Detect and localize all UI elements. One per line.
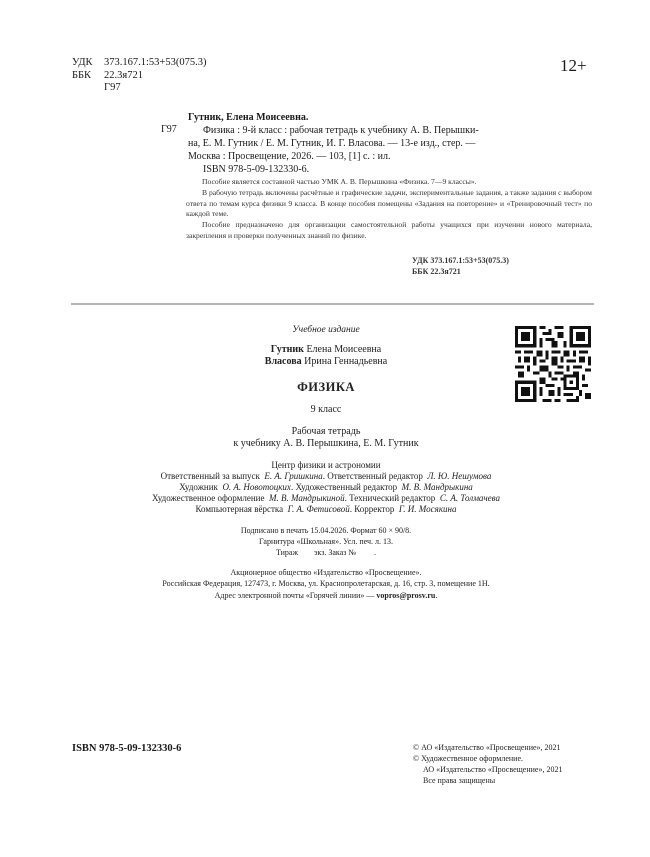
copyright-line: © Художественное оформление. (413, 754, 524, 763)
print-info (110, 525, 542, 558)
classification-block (72, 57, 206, 95)
copyright-line: Все права защищены (423, 776, 496, 785)
subtitle: к учебнику А. В. Перышкина, Е. М. Гутник (233, 438, 419, 449)
staff-credits (110, 460, 542, 515)
department: Центр физики и астрономии (271, 460, 381, 470)
staff-line: Художественное оформление М. В. Мандрыкиной. Технический редактор С. А. Толмачева (152, 493, 500, 503)
description-line: на, Е. М. Гутник / Е. М. Гутник, И. Г. Власова. — 13-е изд., стер. — (188, 138, 476, 149)
divider (71, 303, 594, 305)
subtitle-block (110, 426, 542, 450)
imprint (110, 325, 542, 600)
biblio-code: Г97 (161, 124, 177, 135)
author-line (110, 344, 542, 356)
email-link[interactable]: vopros@prosv.ru (376, 591, 436, 600)
grade: 9 класс (310, 404, 342, 415)
age-rating: 12+ (560, 56, 587, 75)
bibliographic-record (188, 111, 592, 176)
print-line: Тираж экз. Заказ № . (275, 548, 377, 557)
biblio-isbn: ISBN 978-5-09-132330-6. (203, 164, 310, 175)
publisher-info (110, 567, 542, 589)
author-surname: Гутник (270, 344, 304, 355)
annotation-paragraph: Пособие является составной частью УМК А. В. Перышкина «Физика. 7—9 классы». (202, 177, 477, 186)
footer-isbn: ISBN 978-5-09-132330-6 (72, 743, 182, 754)
annotation-bbk: ББК 22.3я721 (412, 267, 461, 276)
staff-line: Художник О. А. Новотоцких. Художественный редактор М. В. Мандрыкина (179, 482, 473, 492)
staff-line: Ответственный за выпуск Е. А. Гришкина. Ответственный редактор Л. Ю. Нешумова (160, 471, 492, 481)
subtitle: Рабочая тетрадь (291, 426, 361, 437)
book-title: ФИЗИКА (297, 380, 355, 394)
author-surname: Власова (264, 356, 302, 367)
annotation-paragraph: В рабочую тетрадь включены расчётные и графические задачи, экспериментальные задания, а также задания с выбором ответа по темам курса физики 9 класса. В конце пособия помещены «Задания на повторение» и «Тренировочный тест» по каждой теме. (186, 187, 592, 219)
udk-value: 373.167.1:53+53(075.3) (104, 57, 207, 68)
copyright-line: © АО «Издательство «Просвещение», 2021 (413, 743, 561, 752)
publisher-address: Российская Федерация, 127473, г. Москва, ул. Краснопролетарская, д. 16, стр. 3, помещение 1Н. (162, 579, 490, 588)
bbk-label: ББК (72, 69, 92, 81)
edition-type: Учебное издание (292, 325, 360, 335)
description-line: Москва : Просвещение, 2026. — 103, [1] с. : ил. (188, 151, 391, 162)
annotation (186, 177, 592, 242)
bbk-value: 22.3я721 (104, 69, 143, 81)
author-name: Елена Моисеевна (306, 344, 382, 355)
author-heading: Гутник, Елена Моисеевна. (188, 112, 309, 123)
description-line: Физика : 9-й класс : рабочая тетрадь к учебнику А. В. Перышки- (203, 125, 479, 136)
annotation-codes (412, 255, 509, 277)
annotation-paragraph: Пособие предназначено для организации самостоятельной работы учащихся при изучении нового материала, закрепления и проверки полученных знаний по физике. (186, 220, 592, 240)
copyright-block (413, 742, 562, 786)
annotation-udk: УДК 373.167.1:53+53(075.3) (412, 256, 509, 265)
email-line: Адрес электронной почты «Горячей линии» — vopros@prosv.ru. (214, 591, 438, 600)
print-line: Подписано в печать 15.04.2026. Формат 60 × 90/8. (240, 526, 412, 535)
udk-label: УДК (72, 57, 93, 68)
print-line: Гарнитура «Школьная». Усл. печ. л. 13. (259, 537, 393, 546)
publisher-name: Акционерное общество «Издательство «Просвещение». (230, 568, 422, 577)
author-name: Ирина Геннадьевна (304, 356, 388, 367)
staff-line: Компьютерная вёрстка Г. А. Фетисовой. Корректор Г. И. Мосякина (195, 504, 457, 514)
copyright-line: АО «Издательство «Просвещение», 2021 (423, 765, 563, 774)
author-line (110, 356, 542, 368)
author-mark: Г97 (104, 82, 121, 93)
